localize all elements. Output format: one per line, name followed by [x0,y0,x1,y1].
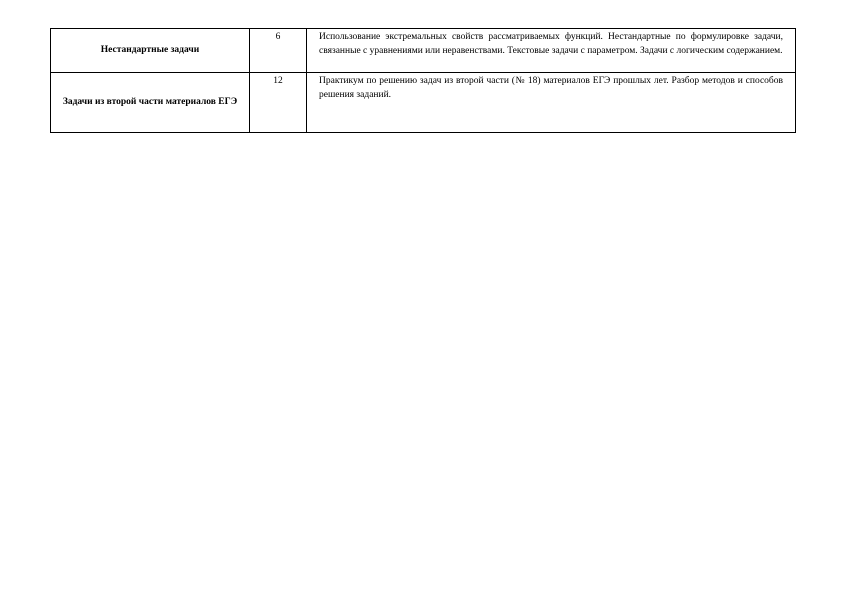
content-cell: Использование экстремальных свойств рассматриваемых функций. Нестандартные по формулировке задачи, связанные с уравнениями или неравенствами. Текстовые задачи с параметром. Задачи с логическим содержанием. [307,29,796,73]
topic-cell: Задачи из второй части материалов ЕГЭ [51,73,250,133]
table-row [51,29,796,73]
content-cell: Практикум по решению задач из второй части (№ 18) материалов ЕГЭ прошлых лет. Разбор методов и способов решения заданий. [307,73,796,133]
hours-cell: 6 [250,29,307,73]
topic-cell: Нестандартные задачи [51,29,250,73]
curriculum-table [50,28,796,133]
table-row [51,73,796,133]
hours-cell: 12 [250,73,307,133]
